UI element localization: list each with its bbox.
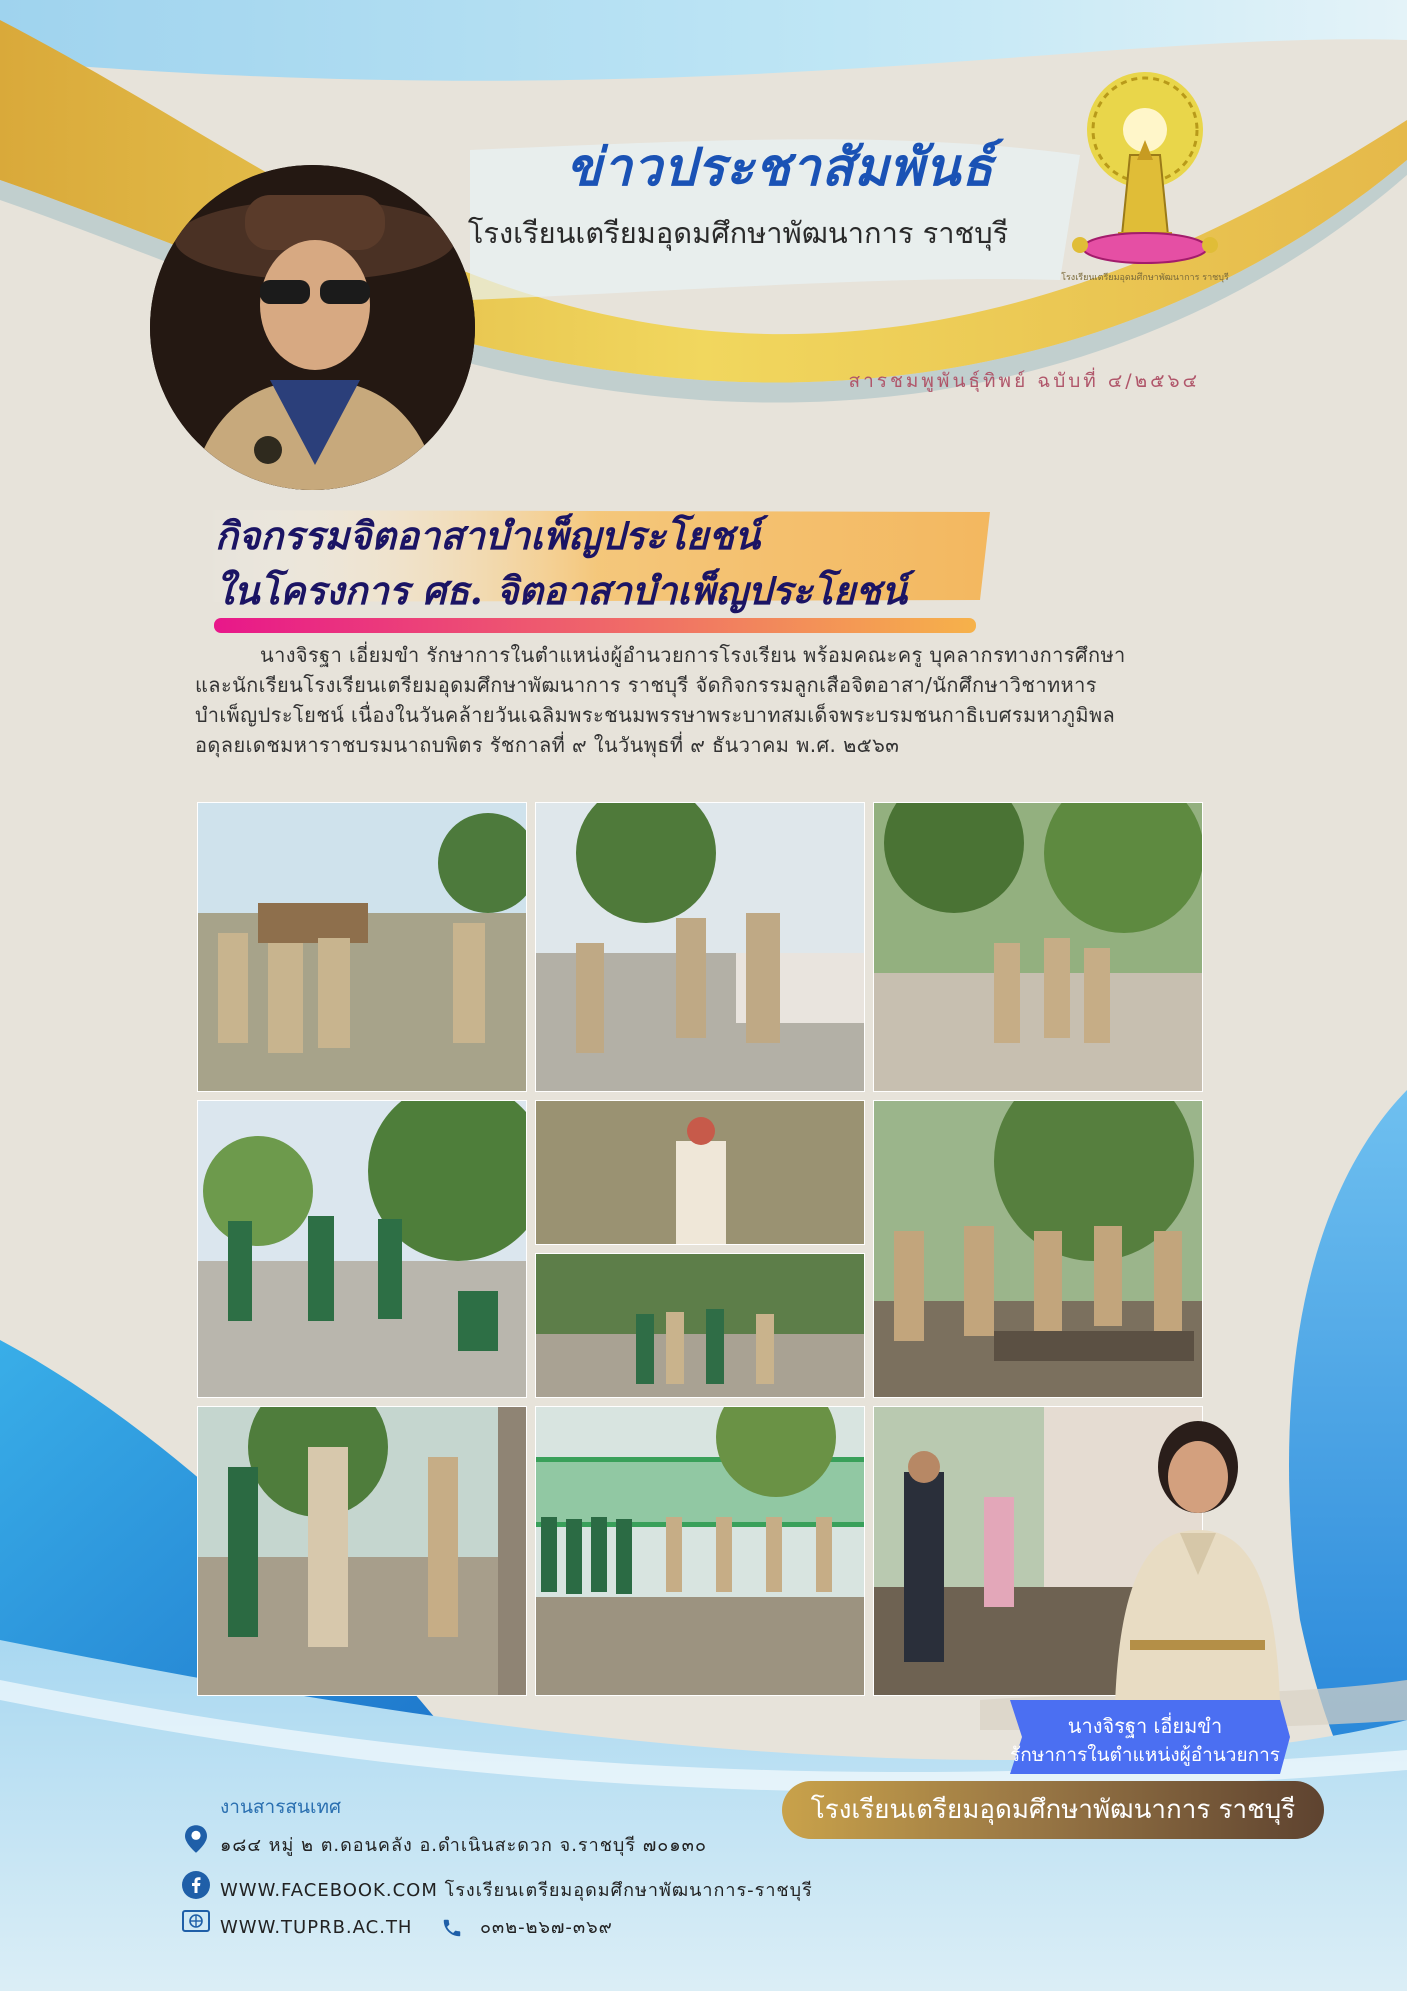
article-heading-line2: ในโครงการ ศธ. จิตอาสาบำเพ็ญประโยชน์: [215, 568, 907, 613]
web-icon: [182, 1909, 210, 1935]
activity-photo: [197, 802, 527, 1092]
footer-address: [182, 1830, 707, 1859]
issue-number: สารชมพูพันธุ์ทิพย์ ฉบับที่ ๔/๒๕๖๔: [848, 370, 1200, 392]
website-link[interactable]: WWW.TUPRB.AC.TH: [220, 1917, 413, 1938]
principal-position: รักษาการในตำแหน่งผู้อำนวยการ: [1010, 1744, 1280, 1766]
principal-photo: [1110, 1415, 1285, 1705]
principal-name: นางจิรฐา เอี่ยมขำ: [1067, 1714, 1223, 1738]
activity-photo: [535, 1406, 865, 1696]
school-emblem: [1050, 60, 1240, 285]
facebook-link[interactable]: WWW.FACEBOOK.COM โรงเรียนเตรียมอุดมศึกษาพัฒนาการ-ราชบุรี: [220, 1880, 813, 1901]
phone-icon: [441, 1917, 463, 1939]
activity-photo: [873, 1100, 1203, 1398]
article-body-line: บำเพ็ญประโยชน์ เนื่องในวันคล้ายวันเฉลิมพระชนมพรรษาพระบาทสมเด็จพระบรมชนกาธิเบศรมหาภูมิพล: [195, 703, 1116, 727]
school-subtitle: โรงเรียนเตรียมอุดมศึกษาพัฒนาการ ราชบุรี: [467, 216, 1009, 250]
scout-portrait: [150, 165, 475, 490]
footer-contact: [182, 1912, 613, 1941]
footer-label: งานสารสนเทศ: [220, 1796, 342, 1818]
activity-photo: [197, 1406, 527, 1696]
school-name-badge: โรงเรียนเตรียมอุดมศึกษาพัฒนาการ ราชบุรี: [782, 1781, 1324, 1839]
page-title: ข่าวประชาสัมพันธ์: [566, 137, 994, 198]
location-pin-icon: [185, 1824, 207, 1854]
article-body-line: และนักเรียนโรงเรียนเตรียมอุดมศึกษาพัฒนาการ ราชบุรี จัดกิจกรรมลูกเสือจิตอาสา/นักศึกษาวิชาทหาร: [195, 673, 1097, 697]
article-body-line: นางจิรฐา เอี่ยมขำ รักษาการในตำแหน่งผู้อำนวยการโรงเรียน พร้อมคณะครู บุคลากรทางการศึกษา: [260, 643, 1126, 667]
footer-facebook: [182, 1875, 813, 1904]
activity-photo: [873, 802, 1203, 1092]
activity-photo: [197, 1100, 527, 1398]
activity-photo: [535, 802, 865, 1092]
article-heading-line1: กิจกรรมจิตอาสาบำเพ็ญประโยชน์: [215, 513, 761, 558]
facebook-icon[interactable]: [182, 1871, 210, 1899]
phone-number[interactable]: ๐๓๒-๒๖๗-๓๖๙: [479, 1917, 613, 1938]
emblem-caption: โรงเรียนเตรียมอุดมศึกษาพัฒนาการ ราชบุรี: [1061, 273, 1229, 283]
activity-photo: [535, 1100, 865, 1245]
activity-photo: [535, 1253, 865, 1398]
article-body-line: อดุลยเดชมหาราชบรมนาถบพิตร รัชกาลที่ ๙ ในวันพุธที่ ๙ ธันวาคม พ.ศ. ๒๕๖๓: [195, 733, 900, 757]
address-text: ๑๘๔ หมู่ ๒ ต.ดอนคลัง อ.ดำเนินสะดวก จ.ราชบุรี ๗๐๑๓๐: [220, 1835, 707, 1856]
article-body: [195, 640, 1255, 760]
